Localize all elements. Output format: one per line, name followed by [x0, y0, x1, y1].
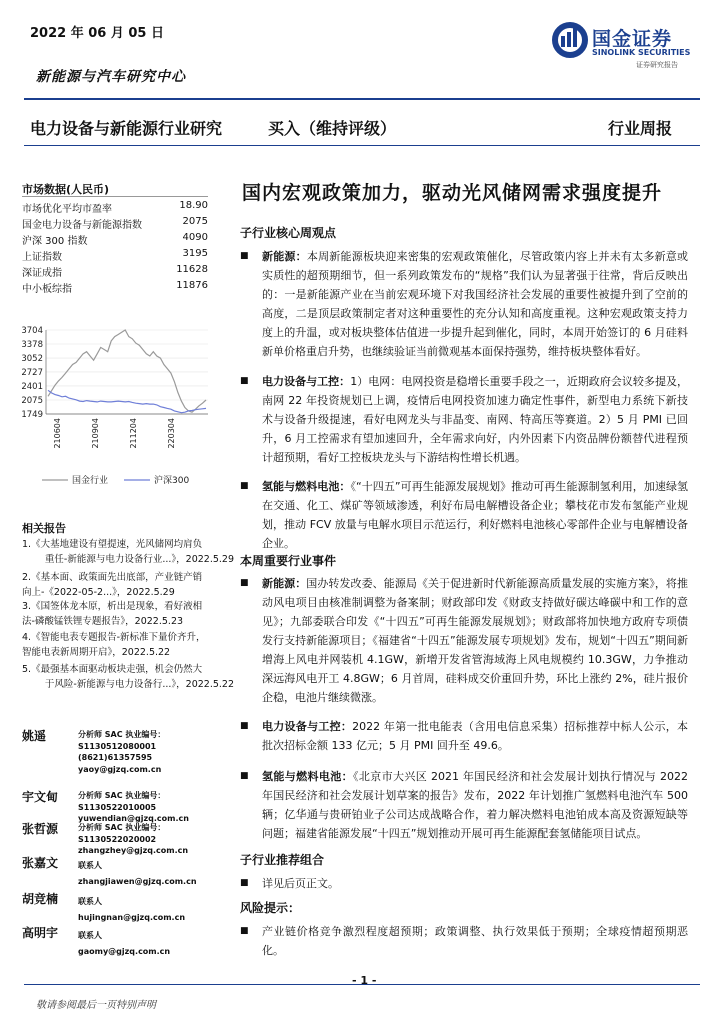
market-divider	[22, 196, 208, 197]
market-label: 国金电力设备与新能源指数	[22, 220, 142, 231]
bullet-icon: ■	[240, 771, 249, 781]
chart-y-tick-label: 1749	[21, 410, 43, 420]
rating: 买入（维持评级）	[268, 119, 397, 138]
related-line: 1.《大基地建设有望提速，光风储网均肩负	[22, 539, 203, 550]
section-heading: 风险提示：	[240, 901, 301, 915]
market-row	[22, 248, 208, 264]
para-text: 详见后页正文。	[262, 877, 339, 890]
analyst-email[interactable]: zhangzhey@gjzq.com.cn	[78, 846, 189, 855]
analyst-card	[22, 820, 234, 855]
main-title: 国内宏观政策加力，驱动光风储网需求强度提升	[242, 182, 663, 204]
analyst-name: 高明宇	[22, 926, 59, 940]
related-line: 于风险-新能源与电力设备行...》，2022.5.22	[44, 679, 234, 690]
paragraph-event-new-energy	[240, 574, 688, 707]
para-text: 《“十四五”可再生能源发展规划》推动可再生能源制氢利用，加速绿氢在交通、化工、煤矿等领域渗透，利好布局电解槽设备企业；攀枝花市发布氢能产业规划，推动 FCV 放量与电解水项目示范运行，利好燃料电池核心零部件企业与电解槽设备企业。	[262, 480, 688, 550]
logo-icon	[552, 22, 588, 58]
analyst-email[interactable]: yaoy@gjzq.com.cn	[78, 764, 162, 774]
market-label: 市场优化平均市盈率	[22, 204, 112, 215]
analyst-email[interactable]: yuwendian@gjzq.com.cn	[78, 814, 189, 823]
analyst-detail: 分析师 SAC 执业编号：S1130522020002	[78, 823, 166, 844]
page-number: - 1 -	[352, 974, 377, 987]
market-value: 3195	[182, 248, 208, 259]
analyst-name: 姚遥	[22, 729, 47, 743]
report-title: 电力设备与新能源行业研究	[30, 119, 223, 138]
chart-x-tick-label: 210604	[53, 418, 62, 449]
market-row	[22, 264, 208, 280]
related-line: 2.《基本面、政策面先出底部，产业链产销	[22, 572, 203, 583]
research-department: 新能源与汽车研究中心	[36, 69, 186, 85]
market-label: 上证指数	[22, 252, 62, 263]
market-value: 11628	[176, 264, 208, 275]
para-label: 氢能与燃料电池：	[262, 480, 351, 493]
related-line: 法-磷酸锰铁锂专题报告》，2022.5.23	[22, 616, 184, 627]
analyst-card	[22, 890, 234, 920]
paragraph-power-equipment	[240, 372, 688, 467]
report-date: 2022 年 06 月 05 日	[30, 26, 164, 41]
logo-text-en: SINOLINK SECURITIES	[592, 48, 691, 57]
bullet-icon: ■	[240, 376, 249, 386]
company-logo	[552, 22, 712, 68]
bullet-icon: ■	[240, 721, 249, 731]
analyst-detail: 联系人	[78, 931, 102, 940]
bullet-icon: ■	[240, 926, 249, 936]
bullet-icon: ■	[240, 251, 249, 261]
analyst-card	[22, 727, 234, 774]
analyst-name: 张嘉文	[22, 856, 59, 870]
market-row	[22, 232, 208, 248]
related-line: 智能电表新周期开启》，2022.5.22	[22, 647, 171, 658]
market-row	[22, 200, 208, 216]
paragraph-new-energy	[240, 247, 688, 361]
related-line: 向上-《2022-05-2...》，2022.5.29	[22, 587, 175, 598]
para-label: 电力设备与工控：	[262, 720, 353, 733]
related-report-item[interactable]	[22, 570, 234, 600]
analyst-detail: 联系人	[78, 897, 102, 906]
para-text: 1）电网：电网投资是稳增长重要手段之一，近期政府会议较多提及，南网 22 年投资规划已上调，疫情后电网投资加速力确定性事件，新型电力系统下新技术与设备升级提速，看好电网龙头与非晶变、南网、特高压等赛道。2）5 月 PMI 已回升，6 月工控需求有望加速回升，全年需求向好，内外因素下内资品牌份额替代进程预计超预期，看好工控板块龙头与下游结构性增长机遇。	[262, 375, 689, 464]
market-label: 深证成指	[22, 268, 62, 279]
logo-text-cn: 国金证券	[592, 28, 673, 50]
analyst-detail: (8621)61357595	[78, 753, 153, 762]
paragraph-event-power	[240, 717, 688, 755]
section-heading: 子行业核心周观点	[240, 226, 337, 240]
related-report-item[interactable]	[22, 662, 234, 692]
title-rule	[24, 145, 700, 146]
market-label: 沪深 300 指数	[22, 236, 88, 247]
header-rule	[24, 98, 700, 100]
related-line: 3.《国签体龙本原，析出是现象，看好液相	[22, 601, 203, 612]
para-text: 产业链价格竞争激烈程度超预期；政策调整、执行效果低于预期；全球疫情超预期恶化。	[262, 925, 688, 957]
chart-x-tick-label: 210904	[91, 418, 100, 449]
chart-y-tick-label: 3704	[21, 326, 43, 336]
chart-y-tick-label: 3052	[21, 354, 43, 365]
analyst-email[interactable]: zhangjiawen@gjzq.com.cn	[78, 877, 197, 886]
analyst-detail: 分析师 SAC 执业编号：S1130522010005	[78, 791, 166, 812]
para-label: 氢能与燃料电池：	[262, 770, 353, 783]
section-heading: 子行业推荐组合	[240, 853, 325, 867]
market-row	[22, 216, 208, 232]
report-type: 行业周报	[608, 119, 673, 138]
market-row	[22, 280, 208, 296]
para-text: 本周新能源板块迎来密集的宏观政策催化，尽管政策内容上并未有太多新意或实质性的超预期细节，但一系列政策发布的“规格”我们认为显著强于往常，背后反映出的：一是新能源产业在当前宏观环境下对我国经济社会发展的重要性被提升到了空前的高度，二是顶层政策制定者对这种重要性的充分认知和高度重视。这种宏观政策支持力度上的升温，或对板块整体估值进一步提升起到催化，同时，本周开始签订的 6 月硅料新单价格重启升势，也继续验证当前微观基本面保持强势，维持板块整体看好。	[262, 250, 689, 358]
paragraph-risk	[240, 922, 688, 960]
analyst-detail: 分析师 SAC 执业编号：S1130512080001	[78, 730, 166, 751]
analyst-name: 张哲源	[22, 822, 59, 836]
para-label: 新能源：	[262, 250, 307, 263]
bullet-icon: ■	[240, 578, 249, 588]
chart-legend-label: 国金行业	[72, 476, 109, 486]
related-report-item[interactable]	[22, 630, 234, 660]
chart-y-tick-label: 2727	[21, 367, 43, 378]
index-chart	[20, 322, 220, 492]
related-line: 重任-新能源与电力设备行业...》，2022.5.29	[44, 554, 234, 565]
related-report-item[interactable]	[22, 599, 234, 629]
related-heading: 相关报告	[22, 522, 66, 535]
market-value: 4090	[182, 232, 208, 243]
analyst-card	[22, 924, 234, 954]
logo-subtitle: 证券研究报告	[636, 61, 678, 69]
chart-y-tick-label: 3378	[21, 340, 43, 351]
chart-x-tick-label: 220304	[167, 418, 176, 449]
related-line: 5.《最强基本面驱动板块走强，机会仍然大	[22, 664, 203, 675]
paragraph-hydrogen	[240, 477, 688, 553]
related-report-item[interactable]	[22, 537, 234, 567]
market-value: 11876	[176, 280, 208, 291]
chart-y-tick-label: 2075	[21, 395, 43, 406]
para-text: 《北京市大兴区 2021 年国民经济和社会发展计划执行情况与 2022 年国民经济和社会发展计划草案的报告》发布，2022 年计划推广氢燃料电池汽车 500 辆；亿华通与贵研铂业子公司达成战略合作，着力解决燃料电池铂成本高及资源短缺等问题；福建省能源发展“十四五”规划推动开展可再生能源配套氢储能项目试点。	[262, 770, 689, 840]
related-line: 4.《智能电表专题报告-新标准下量价齐升，	[22, 632, 206, 643]
bullet-icon: ■	[240, 878, 249, 888]
bullet-icon: ■	[240, 481, 249, 491]
para-label: 新能源：	[262, 577, 307, 590]
analyst-name: 宇文甸	[22, 790, 59, 804]
para-text: 国办转发改委、能源局《关于促进新时代新能源高质量发展的实施方案》，将推动风电项目由核准制调整为备案制；财政部印发《财政支持做好碳达峰碳中和工作的意见》；九部委联合印发《“十四五”可再生能源发展规划》；财政部将加快地方政府专项债发行支持新能源项目；《福建省“十四五”能源发展专项规划》发布，规划“十四五”期间新增海上风电并网装机 4.1GW，新增开发省管海域海上风电规模约 10.3GW，力争推动深远海风电开工 4.8GW；6 月首周，硅料成交价重回升势，环比上涨约 2%，硅片报价企稳，电池片继续微涨。	[262, 577, 688, 704]
paragraph-portfolio	[240, 874, 688, 893]
analyst-detail: 联系人	[78, 861, 102, 870]
para-label: 电力设备与工控：	[262, 375, 351, 388]
market-data-heading: 市场数据(人民币)	[22, 183, 110, 196]
paragraph-event-hydrogen	[240, 767, 688, 843]
para-text: 2022 年第一批电能表（含用电信息采集）招标推荐中标人公示，本批次招标金额 133 亿元；5 月 PMI 回升至 49.6。	[262, 720, 688, 752]
analyst-email[interactable]: gaomy@gjzq.com.cn	[78, 947, 171, 956]
analyst-name: 胡竞楠	[22, 892, 59, 906]
footer-disclaimer: 敬请参阅最后一页特别声明	[36, 1000, 156, 1011]
chart-legend-label: 沪深300	[154, 476, 190, 486]
analyst-card	[22, 854, 234, 884]
analyst-card	[22, 788, 234, 823]
analyst-email[interactable]: hujingnan@gjzq.com.cn	[78, 913, 186, 922]
chart-x-tick-label: 211204	[129, 418, 138, 449]
market-label: 中小板综指	[22, 284, 72, 295]
market-value: 2075	[182, 216, 208, 227]
chart-y-tick-label: 2401	[21, 381, 43, 392]
section-heading: 本周重要行业事件	[240, 554, 337, 568]
market-value: 18.90	[179, 200, 208, 211]
